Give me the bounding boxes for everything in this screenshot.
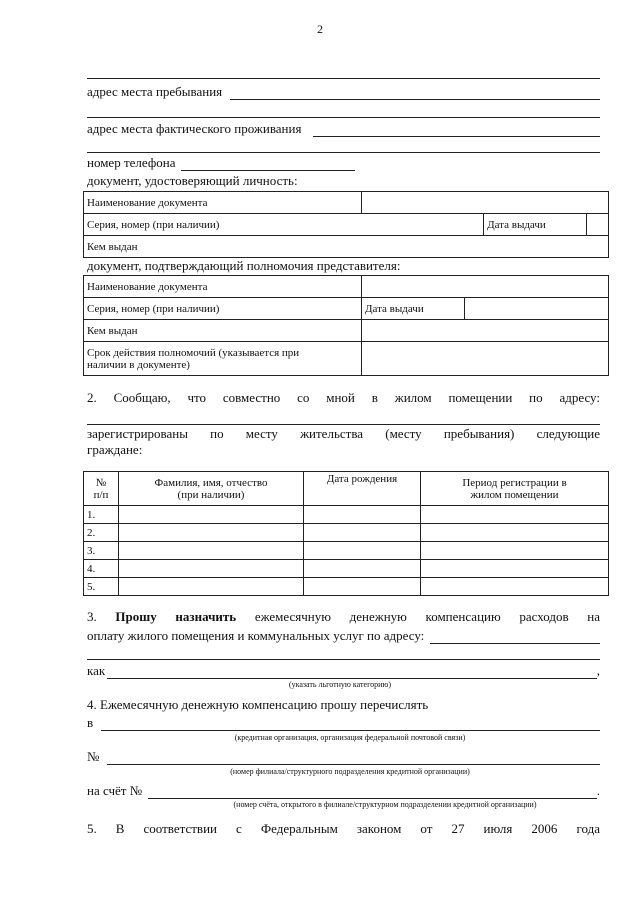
address-stay-field[interactable] — [230, 86, 600, 100]
period-cell[interactable] — [421, 524, 609, 542]
trailing-period: . — [596, 783, 600, 798]
section3-as-label: как — [87, 663, 106, 678]
row-number: 1. — [84, 506, 119, 524]
fullname-cell[interactable] — [119, 560, 304, 578]
section5-line1: 5. В соответствии с Федеральным законом от 27 июля 2006 года — [87, 821, 600, 836]
account-number-caption: (номер счёта, открытого в филиале/структурном подразделении кредитной организации) — [233, 800, 537, 809]
row-number: 5. — [84, 578, 119, 596]
fullname-cell[interactable] — [119, 506, 304, 524]
rep-validity-label: Срок действия полномочий (указывается при наличии в документе) — [84, 342, 362, 376]
identity-doc-table — [83, 191, 609, 258]
rep-issue-date-field[interactable] — [465, 298, 609, 320]
section4-line1: 4. Ежемесячную денежную компенсацию прошу перечислять — [87, 697, 429, 712]
col-registration-period: Период регистрации в жилом помещении — [421, 472, 609, 506]
identity-issue-date-label: Дата выдачи — [484, 214, 587, 236]
period-cell[interactable] — [421, 506, 609, 524]
address-stay-continuation[interactable] — [87, 117, 600, 118]
section4-in-label: в — [87, 715, 94, 730]
phone-field[interactable] — [181, 157, 355, 171]
period-cell[interactable] — [421, 578, 609, 596]
birthdate-cell[interactable] — [304, 524, 421, 542]
fullname-cell[interactable] — [119, 524, 304, 542]
section4-num-label: № — [87, 749, 100, 764]
table-row — [84, 578, 609, 596]
branch-number-caption: (номер филиала/структурного подразделения кредитной организации) — [230, 767, 470, 776]
rep-issued-by-field[interactable] — [362, 320, 609, 342]
benefit-category-caption: (указать льготную категорию) — [288, 680, 392, 689]
section3-line1: 3. Прошу назначить ежемесячную денежную компенсацию расходов на — [87, 609, 600, 624]
birthdate-cell[interactable] — [304, 560, 421, 578]
rep-series-number-label: Серия, номер (при наличии) — [84, 298, 362, 320]
section3-as-row — [87, 663, 600, 679]
residents-table — [83, 471, 609, 596]
section3-address-field[interactable] — [430, 630, 600, 644]
section2-line3: граждане: — [87, 442, 143, 457]
rep-doc-name-label: Наименование документа — [84, 276, 362, 298]
benefit-category-field[interactable] — [107, 665, 597, 679]
fullname-cell[interactable] — [119, 542, 304, 560]
phone-label: номер телефона — [87, 155, 176, 170]
address-actual-field[interactable] — [313, 123, 600, 137]
credit-org-field[interactable] — [101, 717, 600, 731]
section2-address-field[interactable] — [87, 424, 600, 425]
phone-row — [87, 155, 355, 171]
identity-doc-name-field[interactable] — [362, 192, 609, 214]
section4-account-label: на счёт № — [87, 783, 143, 798]
representative-doc-heading: документ, подтверждающий полномочия представителя: — [87, 258, 401, 273]
top-rule — [87, 78, 600, 79]
birthdate-cell[interactable] — [304, 542, 421, 560]
credit-org-caption: (кредитная организация, организация федеральной почтовой связи) — [234, 733, 466, 742]
section4-num-row — [87, 749, 600, 765]
rep-issue-date-label: Дата выдачи — [362, 298, 465, 320]
section2-line1: 2. Сообщаю, что совместно со мной в жилом помещении по адресу: — [87, 390, 600, 405]
rep-issued-by-label: Кем выдан — [84, 320, 362, 342]
col-birthdate: Дата рождения — [304, 472, 421, 506]
identity-issue-date-field[interactable] — [587, 214, 609, 236]
identity-doc-heading: документ, удостоверяющий личность: — [87, 173, 298, 188]
rep-validity-field[interactable] — [362, 342, 609, 376]
birthdate-cell[interactable] — [304, 506, 421, 524]
identity-series-number-label: Серия, номер (при наличии) — [84, 214, 484, 236]
section2-line2: зарегистрированы по месту жительства (месту пребывания) следующие — [87, 426, 600, 441]
section3-address-continuation[interactable] — [87, 659, 600, 660]
section4-in-row — [87, 715, 600, 731]
residents-header-row — [84, 472, 609, 506]
representative-doc-table — [83, 275, 609, 376]
period-cell[interactable] — [421, 542, 609, 560]
row-number: 4. — [84, 560, 119, 578]
period-cell[interactable] — [421, 560, 609, 578]
birthdate-cell[interactable] — [304, 578, 421, 596]
branch-number-field[interactable] — [107, 751, 600, 765]
address-actual-label: адрес места фактического проживания — [87, 121, 302, 136]
trailing-comma: , — [596, 663, 600, 678]
section3-line2: оплату жилого помещения и коммунальных услуг по адресу: — [87, 628, 425, 643]
section3-bold: Прошу назначить — [115, 609, 237, 624]
identity-doc-name-label: Наименование документа — [84, 192, 362, 214]
address-actual-row — [87, 121, 600, 137]
col-number: № п/п — [84, 472, 119, 506]
table-row — [84, 542, 609, 560]
table-row — [84, 560, 609, 578]
address-stay-row — [87, 84, 600, 100]
table-row — [84, 506, 609, 524]
address-actual-continuation[interactable] — [87, 152, 600, 153]
table-row — [84, 524, 609, 542]
identity-issued-by-label: Кем выдан — [84, 236, 609, 258]
rep-doc-name-field[interactable] — [362, 276, 609, 298]
section3-line2-row — [87, 628, 600, 644]
row-number: 3. — [84, 542, 119, 560]
address-stay-label: адрес места пребывания — [87, 84, 223, 99]
fullname-cell[interactable] — [119, 578, 304, 596]
row-number: 2. — [84, 524, 119, 542]
page-number: 2 — [317, 22, 323, 36]
account-number-field[interactable] — [148, 785, 597, 799]
col-fullname: Фамилия, имя, отчество (при наличии) — [119, 472, 304, 506]
section4-account-row — [87, 783, 600, 799]
